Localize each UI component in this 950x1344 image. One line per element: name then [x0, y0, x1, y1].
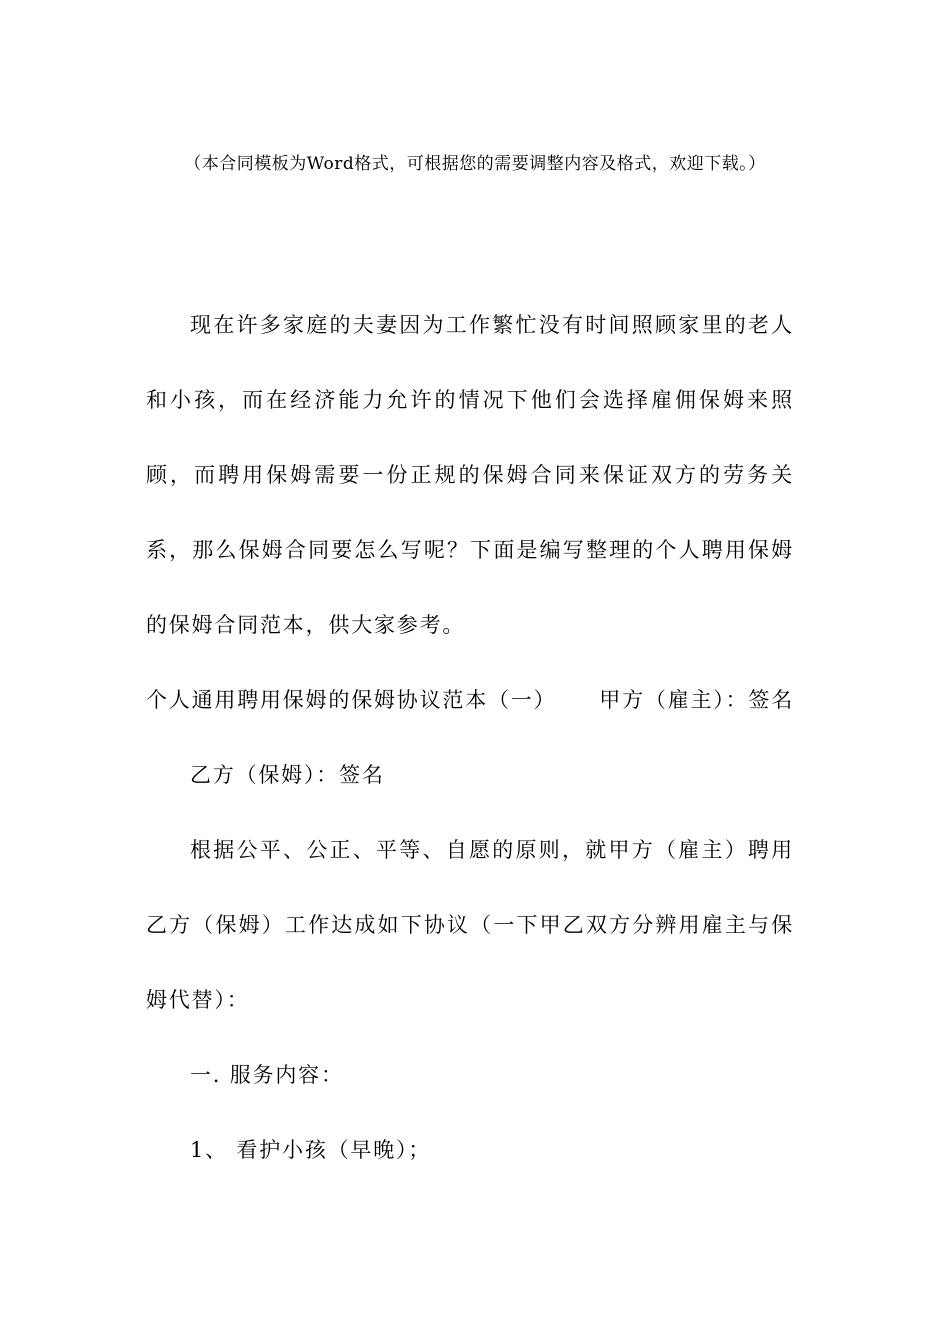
preamble-paragraph: 根据公平、公正、平等、自愿的原则，就甲方（雇主）聘用乙方（保姆）工作达成如下协议（一下甲乙双方分辨用雇主与保姆代替）： — [146, 838, 794, 1012]
template-note: （本合同模板为Word格式，可根据您的需要调整内容及格式，欢迎下载。） — [184, 154, 766, 174]
list-item: 1、 看护小孩（早晚）； — [190, 1138, 432, 1162]
section-heading: 一. 服务内容： — [190, 1063, 344, 1087]
intro-paragraph: 现在许多家庭的夫妻因为工作繁忙没有时间照顾家里的老人和小孩，而在经济能力允许的情况下他们会选择雇佣保姆来照顾，而聘用保姆需要一份正规的保姆合同来保证双方的劳务关系，那么保姆合同要怎么写呢？下面是编写整理的个人聘用保姆的保姆合同范本，供大家参考。 — [146, 313, 794, 637]
party-b-line: 乙方（保姆）：签名 — [190, 763, 385, 787]
sample-title: 个人通用聘用保姆的保姆协议范本（一） — [146, 688, 557, 712]
party-a-line: 甲方（雇主）：签名 — [599, 688, 794, 712]
title-line — [146, 663, 794, 738]
document-body — [146, 288, 794, 1188]
